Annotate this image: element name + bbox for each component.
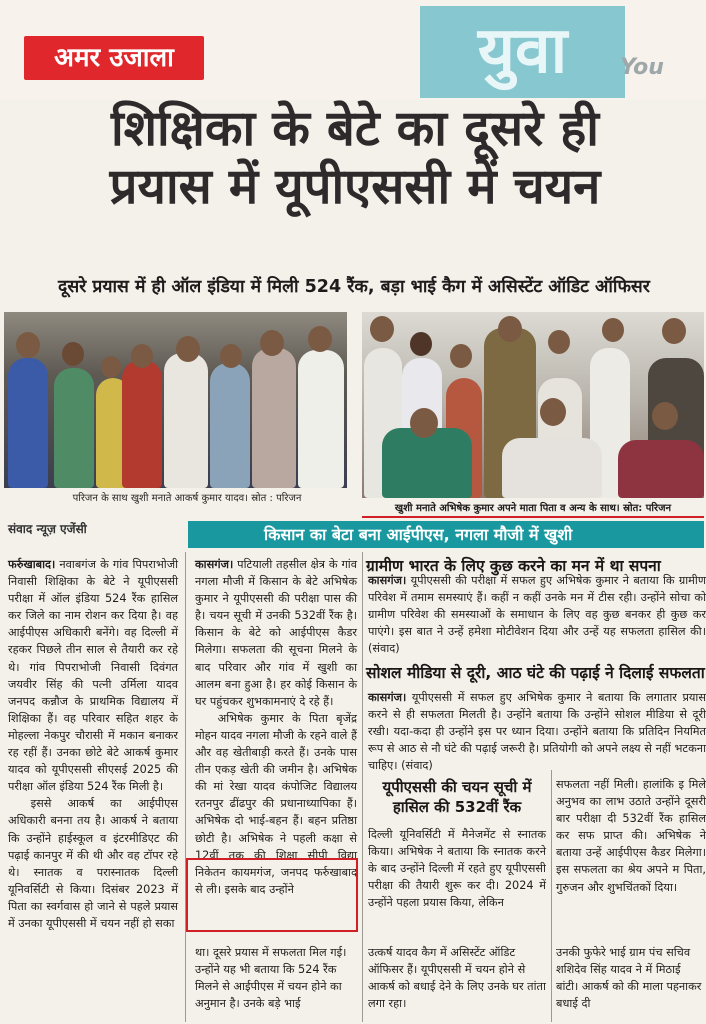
paragraph: इससे आकर्ष का आईपीएस अधिकारी बनना तय है। आकर्ष ने बताया कि उन्होंने हाईस्कूल व इंटरमीडिएट की पढ़ाई कानपुर में की थी और वह टॉपर रहे थे। स्नातक व परास्नातक दिल्ली यूनिवर्सिटी से किया। दिसंबर 2023 में पिता का स्वर्गवास हो जाने से पहले प्रयास में उनका यूपीएससी में चयन नहीं हो सका <box>8 797 178 930</box>
paragraph: यूपीएससी की परीक्षा में सफल हुए अभिषेक कुमार ने बताया कि ग्रामीण परिवेश में तमाम समस्याएं हैं। कहीं न कहीं उनके मन में टीस रही। उन्होंने सोचा को ग्रामीण परिवेश की समस्याओं के समाधान के लिए वह कुछ बनकर ही कुछ कर पाएंगे। इस बात ने उन्हें हमेशा मोटीवेशन दिया और उन्हें यह सफलता हासिल की। (संवाद) <box>368 574 706 656</box>
column-divider <box>551 770 552 1022</box>
article-column-1 <box>8 556 178 932</box>
article-column-2 <box>195 556 357 898</box>
family-photo-right <box>362 312 704 498</box>
article-column-6: सफलता नहीं मिली। हालांकि इ मिले अनुभव का लाभ उठाते उन्होंने दूसरी बार परीक्षा दी 532वीं रैंक हासिल कर सफ प्राप्त की। अभिषेक ने बताया उन्हें आईपीएस कैडर मिलेगा। इस सफलता का श्रेय अपने म पिता, गुरुजन और शुभचिंतकों दिया। <box>556 778 706 894</box>
story-banner: किसान का बेटा बना आईपीएस, नगला मौजी में खुशी <box>188 521 704 548</box>
dateline: कासगंज। <box>368 691 407 704</box>
paragraph: नवाबगंज के गांव पिपराभोजी निवासी शिक्षिका के बेटे ने यूपीएससी परीक्षा में ऑल इंडिया 524 रैंक हासिल कर जिले का नाम रोशन कर दिया है। वह आईपीएस अधिकारी बनेंगे। वह दिल्ली में रहकर पिछले तीन साल से तैयारी कर रहे थे। गांव पिपराभोजी निवासी दिवंगत जयवीर सिंह की पत्नी उर्मिला यादव जनपद कन्नौज के प्राथमिक विद्यालय में शिक्षिका हैं। वह परिवार सहित शहर के मोहल्ला नेकपुर चौरासी में मकान बनाकर रह रहीं हैं। उनका छोटे बेटे आकर्ष कुमार यादव को यूपीएससी सीएसई 2025 की परीक्षा ऑल इंडिया 524 रैंक मिली है। <box>8 558 178 794</box>
subheading-social-media: सोशल मीडिया से दूरी, आठ घंटे की पढ़ाई ने दिलाई सफलता <box>366 664 705 682</box>
subheadline: दूसरे प्रयास में ही ऑल इंडिया में मिली 524 रैंक, बड़ा भाई कैग में असिस्टेंट ऑडिट ऑफिसर <box>58 277 650 297</box>
family-photo-left <box>4 312 347 488</box>
subheading-rank: यूपीएससी की चयन सूची में हासिल की 532वीं रैंक <box>382 778 532 816</box>
headline <box>10 100 700 216</box>
paragraph: यूपीएससी में सफल हुए अभिषेक कुमार ने बताया कि लगातार प्रयास करने से ही सफलता मिलती है। उन्होंने बताया कि उन्होंने सोशल मीडिया से दूरी रखी। यदा-कदा ही उन्होंने इस पर ध्यान दिया। उन्होंने बताया कि प्रतिदिन नियमित रूप से आठ से नौ घंटे की पढ़ाई जरूरी है। प्रतियोगी को अपने लक्ष्य से नहीं भटकना चाहिए। (संवाद) <box>368 691 706 773</box>
article-bottom-3: उत्कर्ष यादव कैग में असिस्टेंट ऑडिट ऑफिसर हैं। यूपीएससी में चयन होने से आकर्ष को बधाई देने के लिए उनके घर तांता लगा रहा। <box>368 946 546 1011</box>
headline-line-2: प्रयास में यूपीएससी में चयन <box>109 158 601 215</box>
article-bottom-4: उनकी फुफेरे भाई ग्राम पंच सचिव शशिदेव सिंह यादव ने में मिठाई बांटी। आकर्ष को की माला पहनाकर बधाई दी <box>556 946 702 1011</box>
paragraph: पटियाली तहसील क्षेत्र के गांव नगला मौजी में किसान के बेटे अभिषेक कुमार ने यूपीएससी की परीक्षा पास की है। चयन सूची में उनकी 532वीं रैंक है। किसान के बेटे को आईपीएस कैडर मिलेगा। सफलता की सूचना मिलने के बाद परिवार और गांव में खुशी का आलम बना हुआ है। हर कोई किसान के घर पहुंचकर शुभकामनाएं दे रहे हैं। <box>195 558 358 708</box>
article-social-media <box>368 689 706 774</box>
photo-caption-left: परिजन के साथ खुशी मनाते आकर्ष कुमार यादव। स्रोत : परिजन <box>72 493 302 504</box>
dateline: फर्रुखाबाद। <box>8 558 56 571</box>
section-logo-english: You <box>620 55 664 80</box>
section-logo: युवा <box>420 6 625 98</box>
agency-credit: संवाद न्यूज़ एजेंसी <box>8 522 87 536</box>
article-rural-dream <box>368 572 706 657</box>
dateline: कासगंज। <box>368 574 407 587</box>
article-rank: दिल्ली यूनिवर्सिटी में मैनेजमेंट से स्नातक किया। अभिषेक ने बताया कि स्नातक करने के बाद उन्होंने दिल्ली में रहते हुए यूपीएससी परीक्षा की तैयारी शुरू कर दी। 2024 में उन्होंने पहला प्रयास किया, लेकिन <box>368 828 546 910</box>
paragraph: अभिषेक कुमार के पिता बृजेंद्र मोहन यादव नगला मौजी के रहने वाले हैं और वह खेतीबाड़ी करते हैं। उनके पास तीन एकड़ खेती की जमीन है। अभिषेक की मां रेखा यादव कंपोजिट विद्यालय रतनपुर ढींढपुर की प्रधानाध्यापिका हैं। अभिषेक दो भाई-बहन हैं। बहन प्रतिष्ठा छोटी है। अभिषेक ने पहली कक्षा से 12वीं तक की शिक्षा सीपी विद्या निकेतन कायमगंज, जनपद फर्रुखाबाद से ली। इसके बाद उन्होंने <box>195 711 357 896</box>
article-bottom-2: था। दूसरे प्रयास में सफलता मिल गई। उन्होंने यह भी बताया कि 524 रैंक मिलने से आईपीएस में चयन होने का अनुमान है। उनके बड़े भाई <box>195 946 347 1011</box>
column-divider <box>185 552 186 1022</box>
subheading-rural-dream: ग्रामीण भारत के लिए कुछ करने का मन में था सपना <box>366 557 661 575</box>
dateline: कासगंज। <box>195 558 234 571</box>
column-divider <box>362 552 363 1022</box>
photo-caption-right: खुशी मनाते अभिषेक कुमार अपने माता पिता व अन्य के साथ। स्रोत: परिजन <box>362 500 704 518</box>
highlight-box <box>186 858 358 932</box>
newspaper-logo: अमर उजाला <box>24 36 204 80</box>
headline-line-1: शिक्षिका के बेटे का दूसरे ही <box>111 100 599 157</box>
